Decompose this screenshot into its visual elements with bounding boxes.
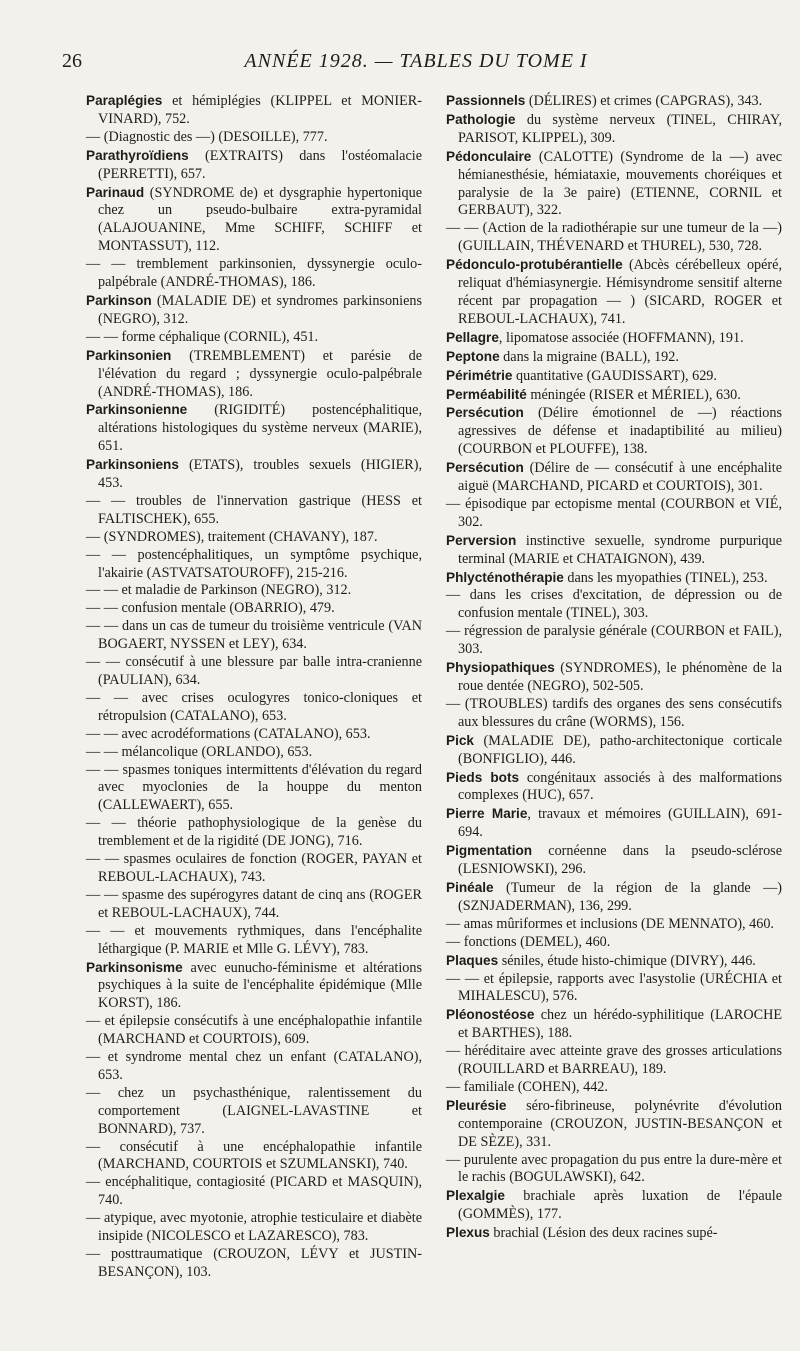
running-title: ANNÉE 1928. — TABLES DU TOME I (244, 50, 588, 72)
entry-text: — régression de paralysie générale (COURBON et FAIL), 303. (446, 623, 782, 658)
index-entry (86, 1246, 422, 1282)
entry-text: — — tremblement parkinsonien, dyssynergie oculo-palpébrale (ANDRÉ-THOMAS), 186. (86, 256, 422, 291)
index-entry (86, 547, 422, 583)
index-entry (446, 971, 782, 1007)
entry-text: — et épilepsie consécutifs à une encéphalopathie infantile (MARCHAND et COURTOIS), 609. (86, 1013, 422, 1048)
index-entry (86, 726, 422, 744)
entry-text: — — spasmes oculaires de fonction (ROGER, PAYAN et REBOUL-LACHAUX), 743. (86, 851, 422, 885)
index-entry (86, 329, 422, 347)
entry-text: , travaux et mémoires (GUILLAIN), 691-694. (458, 806, 782, 841)
index-entry (446, 732, 782, 769)
entry-text: — — et épilepsie, rapports avec l'asystolie (URÉCHIA et MIHALESCU), 576. (446, 970, 782, 1005)
entry-text: cornéenne dans la pseudo-sclérose (LESNIOWSKI), 296. (458, 843, 782, 878)
entry-headword: Pigmentation (446, 843, 533, 859)
entry-headword: Persécution (446, 405, 524, 421)
index-entry (446, 659, 782, 696)
index-entry (86, 456, 422, 493)
index-entry (86, 401, 422, 456)
entry-text: — (SYNDROMES), traitement (CHAVANY), 187. (86, 528, 378, 545)
entry-text: — — et mouvements rythmiques, dans l'encéphalite léthargique (P. MARIE et Mlle G. LÉVY), 783. (86, 922, 422, 957)
entry-headword: Pick (446, 732, 474, 748)
index-entry (86, 256, 422, 292)
index-entry (446, 1224, 782, 1243)
index-entry (446, 1043, 782, 1079)
index-entry (446, 1079, 782, 1097)
entry-text: dans la migraine (BALL), 192. (499, 348, 679, 365)
index-entry (446, 386, 782, 405)
entry-text: — (Diagnostic des —) (DESOILLE), 777. (86, 128, 328, 145)
index-entry (446, 148, 782, 221)
index-entry (446, 92, 782, 111)
entry-text: (EXTRAITS) dans l'ostéomalacie (PERRETTI), 657. (98, 147, 422, 182)
index-entry (446, 916, 782, 934)
entry-text: (RIGIDITÉ) postencéphalitique, altérations histologiques du système nerveux (MARIE), 651. (98, 402, 422, 455)
page-number: 26 (62, 50, 82, 72)
index-entry (446, 1187, 782, 1224)
entry-text: — dans les crises d'excitation, de dépression ou de confusion mentale (TINEL), 303. (446, 587, 782, 622)
index-entry (86, 887, 422, 923)
entry-text: — purulente avec propagation du pus entre la dure-mère et le rachis (BOGULAWSKI), 642. (446, 1151, 782, 1186)
entry-text: — — spasme des supérogyres datant de cinq ans (ROGER et REBOUL-LACHAUX), 744. (86, 886, 422, 921)
index-entry (86, 744, 422, 762)
page-header (62, 50, 770, 80)
index-entry (86, 1139, 422, 1175)
entry-text: — posttraumatique (CROUZON, LÉVY et JUSTIN-BESANÇON), 103. (86, 1246, 422, 1280)
entry-headword: Plexus (446, 1225, 490, 1241)
entry-text: — — avec crises oculogyres tonico-cloniques et rétropulsion (CATALANO), 653. (86, 689, 422, 724)
entry-text: brachial (Lésion des deux racines supé- (489, 1225, 718, 1242)
entry-text: (SYNDROME de) et dysgraphie hypertonique chez un pseudo-bulbaire extra-pyramidal (ALAJOUANINE, Mme SCHIFF, SCHIFF et MONTASSUT), 112. (98, 184, 422, 255)
entry-text: — — consécutif à une blessure par balle intra-cranienne (PAULIAN), 634. (86, 654, 422, 688)
entry-headword: Plaques (446, 952, 499, 968)
entry-text: — atypique, avec myotonie, atrophie testiculaire et diabète insipide (NICOLESCO et LAZARESCO), 783. (86, 1210, 422, 1245)
entry-text: — — spasmes toniques intermittents d'élévation du regard avec myoclonies de la houppe du menton (CALLEWAERT), 655. (86, 761, 422, 814)
index-entry (86, 600, 422, 618)
entry-headword: Pathologie (446, 111, 516, 127)
index-entry (446, 934, 782, 952)
index-entry (446, 459, 782, 496)
index-entry (446, 1097, 782, 1152)
index-entry (86, 129, 422, 147)
index-entry (86, 92, 422, 129)
entry-text: (Tumeur de la région de la glande —) (SZNJADERMAN), 136, 299. (458, 879, 782, 914)
entry-text: , lipomatose associée (HOFFMANN), 191. (498, 329, 744, 346)
entry-text: (Abcès cérébelleux opéré, reliquat d'hémiasynergie. Hémisyndrome sensitif alterne récent par propagation — ) (SICARD, ROGER et REBOUL-LACHAUX), 741. (458, 257, 782, 327)
entry-text: — et syndrome mental chez un enfant (CATALANO), 653. (86, 1049, 422, 1083)
index-entry (446, 952, 782, 971)
entry-text: — familiale (COHEN), 442. (446, 1078, 608, 1095)
index-entry (446, 696, 782, 732)
entry-headword: Perméabilité (446, 386, 527, 402)
entry-headword: Parkinsonisme (86, 959, 183, 975)
index-entry (446, 587, 782, 623)
entry-text: chez un hérédo-syphilitique (LAROCHE et BARTHES), 188. (458, 1007, 782, 1042)
entry-text: (TREMBLEMENT) et parésie de l'élévation du regard ; dyssynergie oculo-palpébrale (ANDRÉ-THOMAS), 186. (98, 347, 422, 400)
entry-text: — chez un psychasthénique, ralentissement du comportement (LAIGNEL-LAVASTINE et BONNARD), 737. (86, 1084, 422, 1137)
index-entry (446, 329, 782, 348)
entry-text: (Délire émotionnel de —) réactions agressives de défense et inadaptibilité au milieu) (COURBON et PLOUFFE), 138. (458, 405, 782, 458)
index-entry (86, 923, 422, 959)
index-entry (86, 184, 422, 257)
entry-headword: Pieds bots (446, 769, 520, 785)
index-entry (86, 618, 422, 654)
index-entry (446, 220, 782, 256)
entry-headword: Pinéale (446, 879, 494, 895)
entry-text: dans les myopathies (TINEL), 253. (563, 569, 768, 586)
entry-text: (CALOTTE) (Syndrome de la —) avec hémianesthésie, hémiataxie, mouvements choréiques et paralysie de la 3e paire) (ETIENNE, CORNIL et GERBAUT), 322. (458, 148, 782, 219)
index-entry (446, 404, 782, 459)
entry-text: (Délire de — consécutif à une encéphalite aiguë (MARCHAND, PICARD et COURTOIS), 301. (458, 460, 782, 495)
entry-text: brachiale après luxation de l'épaule (GOMMÈS), 177. (458, 1188, 782, 1223)
entry-headword: Parinaud (86, 184, 145, 200)
index-entry (86, 529, 422, 547)
entry-text: méningée (RISER et MÉRIEL), 630. (526, 386, 741, 403)
index-entry (86, 851, 422, 887)
entry-text: congénitaux associés à des malformations complexes (HUC), 657. (458, 769, 782, 804)
entry-text: instinctive sexuelle, syndrome purpurique terminal (MARIE et CHATAIGNON), 439. (458, 532, 782, 567)
index-entry (446, 623, 782, 659)
index-entry (446, 532, 782, 569)
index-entry (446, 569, 782, 588)
entry-text: — amas mûriformes et inclusions (DE MENNATO), 460. (446, 915, 774, 932)
index-entry (86, 959, 422, 1014)
entry-text: — — (Action de la radiothérapie sur une tumeur de la —) (GUILLAIN, THÉVENARD et THUREL), 530, 728. (446, 220, 782, 255)
entry-headword: Physiopathiques (446, 660, 555, 676)
entry-text: (DÉLIRES) et crimes (CAPGRAS), 343. (525, 93, 763, 109)
entry-headword: Persécution (446, 460, 524, 476)
entry-text: — — mélancolique (ORLANDO), 653. (86, 743, 313, 760)
entry-headword: Pléonostéose (446, 1007, 535, 1023)
index-column-left (86, 92, 422, 1282)
index-entry (86, 292, 422, 329)
entry-text: — — et maladie de Parkinson (NEGRO), 312. (86, 582, 352, 599)
entry-headword: Plexalgie (446, 1188, 505, 1204)
entry-headword: Pierre Marie (446, 806, 528, 822)
entry-text: — — avec acrodéformations (CATALANO), 653. (86, 725, 371, 742)
entry-text: — fonctions (DEMEL), 460. (446, 933, 611, 950)
entry-headword: Parkinson (86, 292, 152, 308)
index-column-right (446, 92, 782, 1243)
entry-text: — héréditaire avec atteinte grave des grosses articulations (ROUILLARD et BARREAU), 189. (446, 1043, 782, 1078)
entry-text: — — théorie pathophysiologique de la genèse du tremblement et de la rigidité (DE JONG), 716. (86, 815, 422, 850)
entry-text: (SYNDROMES), le phénomène de la roue dentée (NEGRO), 502-505. (458, 660, 782, 694)
index-entry (86, 654, 422, 690)
index-entry (86, 815, 422, 851)
entry-text: avec eunucho-féminisme et altérations psychiques à la suite de l'encéphalite épidémique (Mlle KORST), 186. (98, 959, 422, 1012)
index-entry (86, 1013, 422, 1049)
entry-headword: Pleurésie (446, 1097, 507, 1113)
index-entry (446, 1006, 782, 1043)
entry-text: séniles, étude histo-chimique (DIVRY), 446. (498, 952, 756, 969)
entry-text: — consécutif à une encéphalopathie infantile (MARCHAND, COURTOIS et SZUMLANSKI), 740. (86, 1138, 422, 1173)
entry-headword: Phlycténothérapie (446, 569, 564, 585)
index-entry (86, 1049, 422, 1085)
index-entry (86, 147, 422, 184)
entry-text: — (TROUBLES) tardifs des organes des sens consécutifs aux blessures du crâne (WORMS), 156. (446, 695, 782, 730)
index-entry (86, 1210, 422, 1246)
entry-headword: Pellagre (446, 329, 499, 345)
index-entry (446, 769, 782, 806)
index-entry (86, 690, 422, 726)
index-entry (446, 805, 782, 842)
entry-headword: Pédonculo-protubérantielle (446, 257, 623, 273)
entry-text: — — forme céphalique (CORNIL), 451. (86, 328, 319, 345)
entry-headword: Passionnels (446, 93, 526, 108)
index-entry (446, 367, 782, 386)
entry-headword: Parkinsoniens (86, 457, 179, 473)
entry-headword: Paraplégies (86, 93, 163, 108)
entry-headword: Pédonculaire (446, 148, 532, 164)
index-entry (86, 762, 422, 816)
index-entry (86, 582, 422, 600)
index-entry (446, 842, 782, 879)
entry-headword: Périmétrie (446, 367, 513, 383)
index-entry (446, 348, 782, 367)
entry-text: — — troubles de l'innervation gastrique (HESS et FALTISCHEK), 655. (86, 492, 422, 527)
entry-text: — — confusion mentale (OBARRIO), 479. (86, 600, 335, 617)
index-entry (86, 1174, 422, 1210)
index-entry (446, 879, 782, 916)
index-entry (446, 496, 782, 532)
entry-headword: Perversion (446, 532, 517, 548)
index-entry (446, 256, 782, 329)
entry-headword: Parkinsonienne (86, 402, 188, 418)
index-entry (86, 347, 422, 402)
entry-headword: Parkinsonien (86, 347, 172, 363)
entry-text: — — dans un cas de tumeur du troisième ventricule (VAN BOGAERT, NYSSEN et LEY), 634. (86, 618, 422, 653)
entry-text: quantitative (GAUDISSART), 629. (512, 367, 717, 384)
entry-headword: Parathyroïdiens (86, 147, 189, 163)
entry-headword: Peptone (446, 348, 500, 364)
index-entry (446, 1152, 782, 1188)
entry-text: (MALADIE DE) et syndromes parkinsoniens (NEGRO), 312. (98, 292, 422, 327)
index-entry (446, 111, 782, 148)
index-entry (86, 493, 422, 529)
entry-text: séro-fibrineuse, polynévrite d'évolution contemporaine (CROUZON, JUSTIN-BESANÇON et DE SÈZE), 331. (458, 1097, 782, 1150)
entry-text: et hémiplégies (KLIPPEL et MONIER-VINARD), 752. (98, 93, 422, 127)
entry-text: — épisodique par ectopisme mental (COURBON et VIÉ, 302. (446, 495, 782, 530)
entry-text: — — postencéphalitiques, un symptôme psychique, l'akairie (ASTVATSATOUROFF), 215-216. (86, 546, 422, 581)
entry-text: (ETATS), troubles sexuels (HIGIER), 453. (98, 457, 422, 492)
entry-text: — encéphalitique, contagiosité (PICARD et MASQUIN), 740. (86, 1174, 422, 1209)
entry-text: du système nerveux (TINEL, CHIRAY, PARISOT, KLIPPEL), 309. (458, 111, 782, 146)
index-entry (86, 1085, 422, 1139)
entry-text: (MALADIE DE), patho-architectonique corticale (BONFIGLIO), 446. (458, 732, 782, 767)
